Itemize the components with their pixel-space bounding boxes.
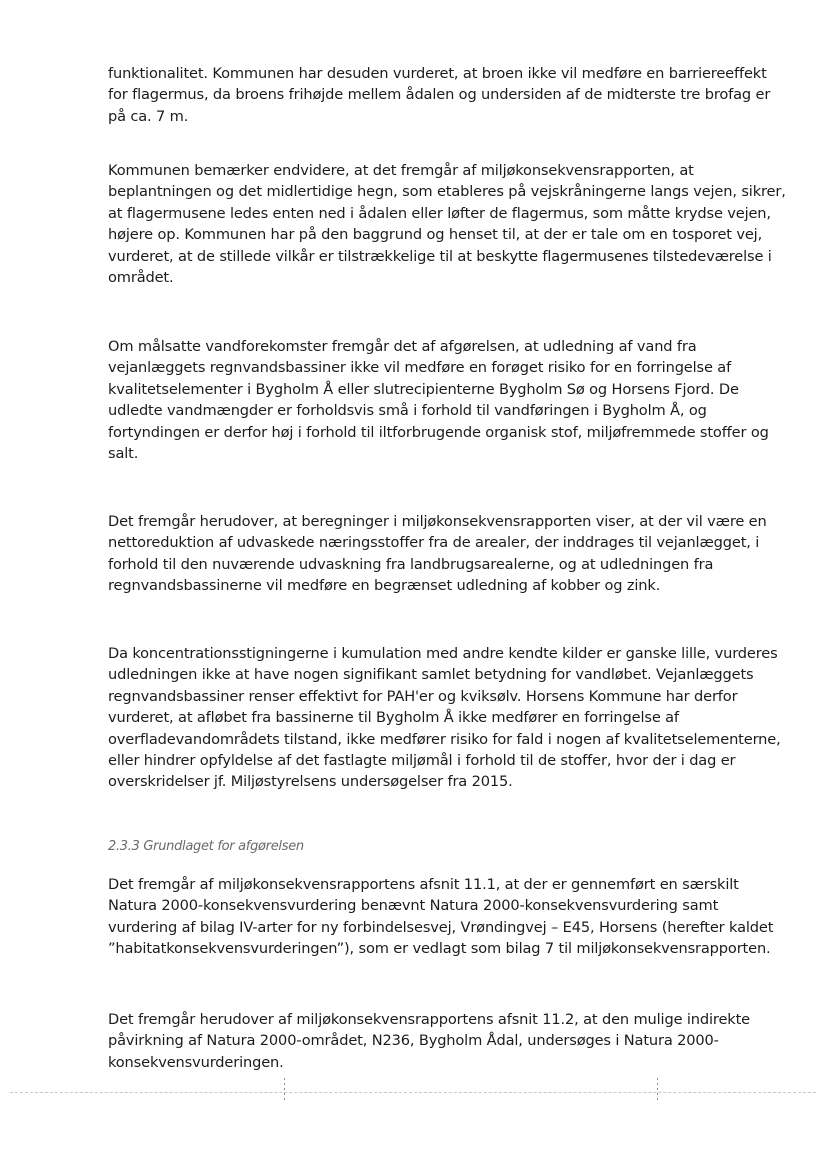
paragraph-naeringsstoffer xyxy=(108,511,767,597)
text-line: regnvandsbassiner renser effektivt for PAH'er og kviksølv. Horsens Kommune har derfor xyxy=(108,687,738,705)
text-line: nettoreduktion af udvaskede næringsstoffer fra de arealer, der inddrages til vejanlægget, i xyxy=(108,534,760,552)
text-line: eller hindrer opfyldelse af det fastlagte miljømål i forhold til de stoffer, hvor der i dag er xyxy=(108,752,736,770)
text-line: salt. xyxy=(108,445,139,463)
text-line: overfladevandområdets tilstand, ikke medfører risiko for fald i nogen af kvalitetselementerne, xyxy=(108,730,781,748)
text-line: vurdering af bilag IV-arter for ny forbindelsesvej, Vrøndingvej – E45, Horsens (herefter kaldet xyxy=(108,918,774,936)
text-line: udledningen ikke at have nogen signifikant samlet betydning for vandløbet. Vejanlæggets xyxy=(108,666,754,684)
text-line: påvirkning af Natura 2000-området, N236, Bygholm Ådal, undersøges i Natura 2000- xyxy=(108,1032,719,1050)
text-line: området. xyxy=(108,269,174,287)
text-line: fortyndingen er derfor høj i forhold til iltforbrugende organisk stof, miljøfremmede stoffer og xyxy=(108,423,769,441)
text-line: for flagermus, da broens frihøjde mellem ådalen og undersiden af de midterste tre brofag er xyxy=(108,86,771,104)
text-line: Det fremgår af miljøkonsekvensrapportens afsnit 11.1, at der er gennemført en særskilt xyxy=(108,876,739,893)
text-line: vejanlæggets regnvandsbassiner ikke vil medføre en forøget risiko for en forringelse af xyxy=(108,359,732,377)
text-line: konsekvensvurderingen. xyxy=(108,1053,284,1071)
text-line: udledte vandmængder er forholdsvis små i forhold til vandføringen i Bygholm Å, og xyxy=(108,402,707,420)
paragraph-flagermus-barriereeffekt xyxy=(108,63,771,127)
text-line: Natura 2000-konsekvensvurdering benævnt Natura 2000-konsekvensvurdering samt xyxy=(108,897,719,915)
text-line: Om målsatte vandforekomster fremgår det af afgørelsen, at udledning af vand fra xyxy=(108,338,697,355)
scan-artifact-mark xyxy=(282,1078,288,1100)
text-line: regnvandsbassinerne vil medføre en begrænset udledning af kobber og zink. xyxy=(108,577,661,595)
text-line: beplantningen og det midlertidige hegn, som etableres på vejskråningerne langs vejen, sikrer, xyxy=(108,183,786,201)
text-line: funktionalitet. Kommunen har desuden vurderet, at broen ikke vil medføre en barriereeffekt xyxy=(108,65,767,82)
text-line: vurderet, at de stillede vilkår er tilstrækkelige til at beskytte flagermusenes tilstedeværelse i xyxy=(108,247,772,265)
scan-artifact-mark xyxy=(655,1078,661,1100)
section-heading: 2.3.3 Grundlaget for afgørelsen xyxy=(108,839,304,854)
text-line: Det fremgår herudover, at beregninger i miljøkonsekvensrapporten viser, at der vil være en xyxy=(108,513,767,530)
paragraph-indirekte-paavirkning xyxy=(108,1009,750,1073)
text-line: vurderet, at afløbet fra bassinerne til Bygholm Å ikke medfører en forringelse af xyxy=(108,709,679,727)
text-line: Da koncentrationsstigningerne i kumulation med andre kendte kilder er ganske lille, vurderes xyxy=(108,645,778,662)
paragraph-natura-2000-vurdering xyxy=(108,874,774,960)
text-line: kvalitetselementer i Bygholm Å eller slutrecipienterne Bygholm Sø og Horsens Fjord. De xyxy=(108,380,739,398)
text-line: Kommunen bemærker endvidere, at det fremgår af miljøkonsekvensrapporten, at xyxy=(108,162,694,179)
paragraph-koncentrationsstigninger xyxy=(108,643,781,793)
paragraph-maalsatte-vandforekomster xyxy=(108,336,769,464)
text-line: overskridelser jf. Miljøstyrelsens undersøgelser fra 2015. xyxy=(108,773,513,791)
text-line: at flagermusene ledes enten ned i ådalen eller løfter de flagermus, som måtte krydse vejen, xyxy=(108,204,771,222)
text-line: på ca. 7 m. xyxy=(108,107,189,125)
text-line: forhold til den nuværende udvaskning fra landbrugsarealerne, og at udledningen fra xyxy=(108,555,714,573)
text-line: Det fremgår herudover af miljøkonsekvensrapportens afsnit 11.2, at den mulige indirekte xyxy=(108,1011,750,1028)
text-line: ”habitatkonsekvensvurderingen”), som er vedlagt som bilag 7 til miljøkonsekvensrapporten. xyxy=(108,940,771,958)
text-line: højere op. Kommunen har på den baggrund og henset til, at der er tale om en tosporet vej, xyxy=(108,226,763,244)
paragraph-beplantning-hegn xyxy=(108,160,786,288)
scan-dashed-line xyxy=(10,1092,816,1093)
